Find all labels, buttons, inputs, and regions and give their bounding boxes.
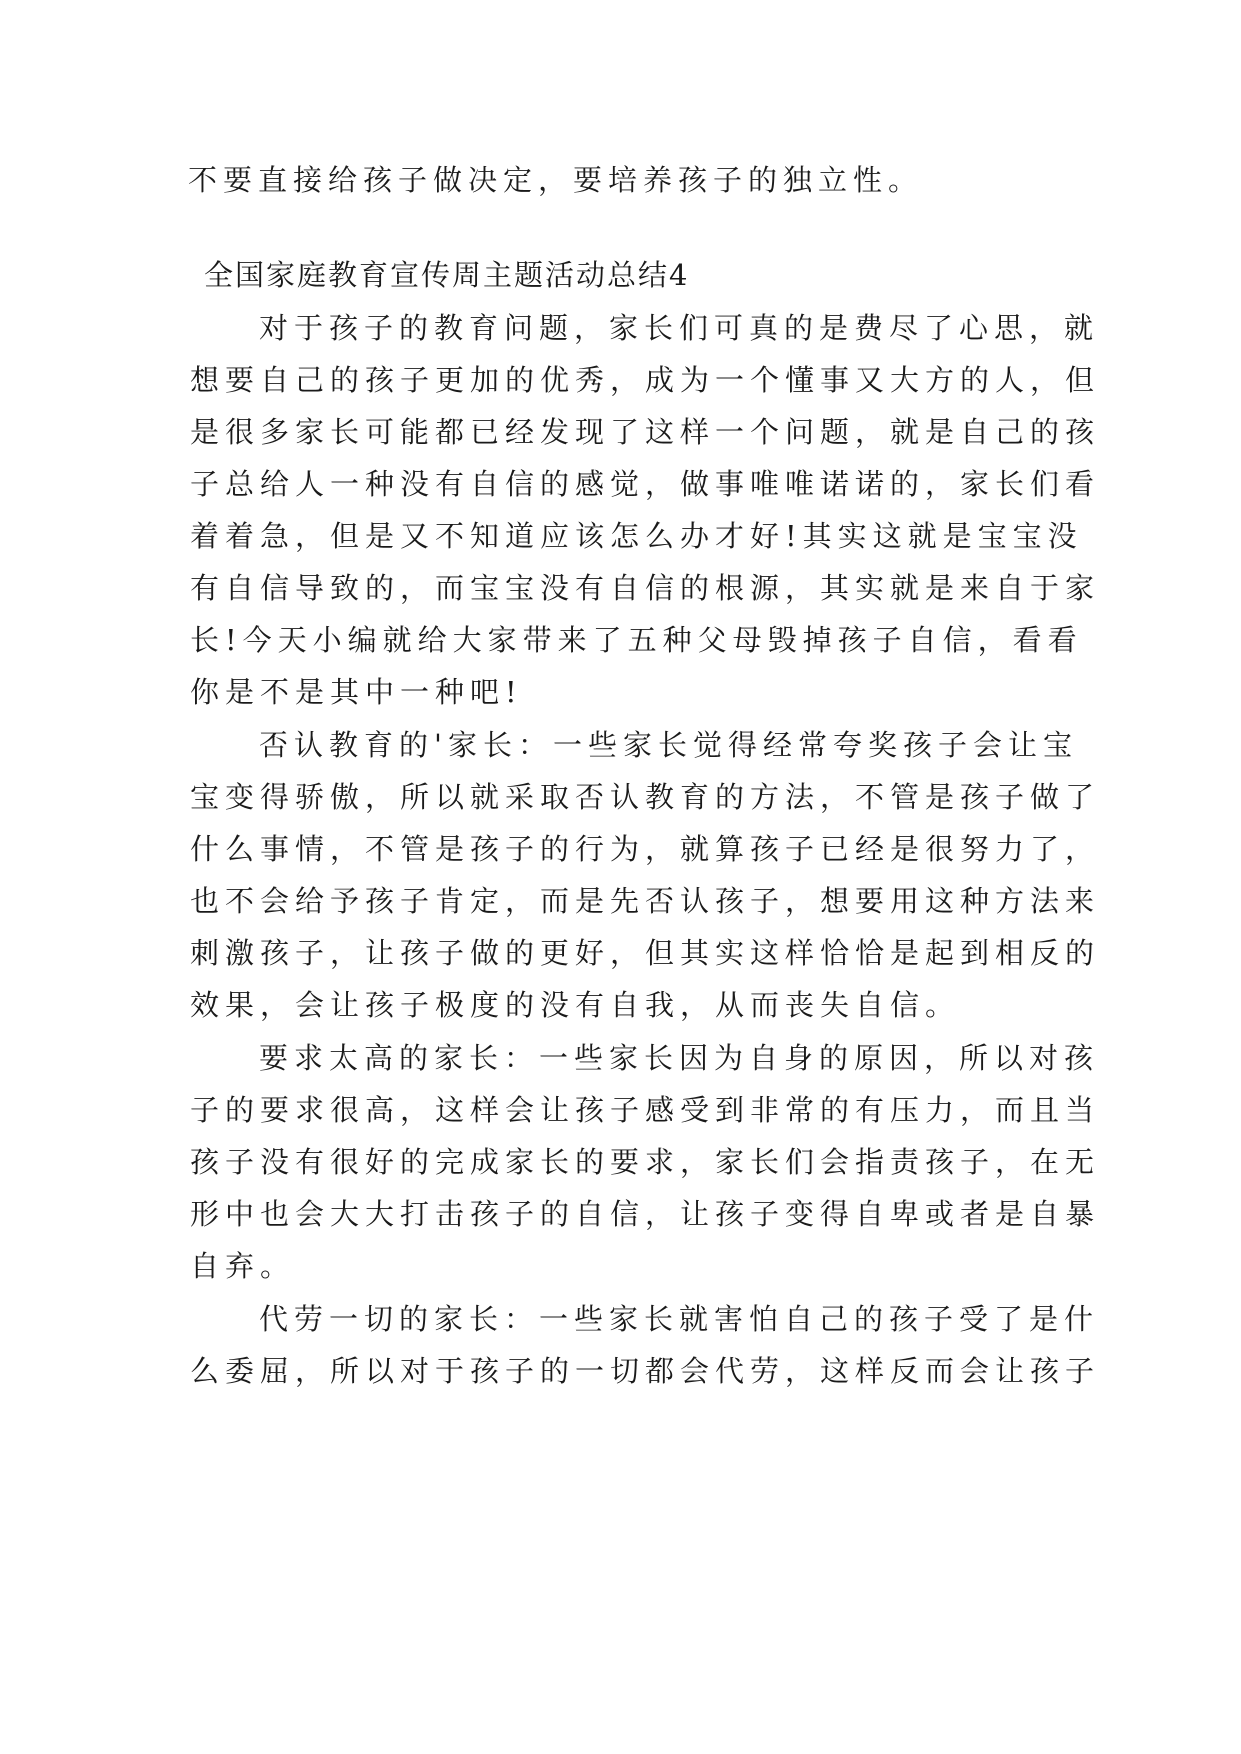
text-line: 子总给人一种没有自信的感觉，做事唯唯诺诺的，家长们看 xyxy=(190,467,1101,501)
paragraph-first-line: 代劳一切的家长：一些家长就害怕自己的孩子受了是什 xyxy=(259,1302,1100,1336)
text-line: 刺激孩子，让孩子做的更好，但其实这样恰恰是起到相反的 xyxy=(190,936,1101,970)
text-line: 形中也会大大打击孩子的自信，让孩子变得自卑或者是自暴 xyxy=(190,1197,1101,1231)
section-heading: 全国家庭教育宣传周主题活动总结4 xyxy=(204,258,690,292)
text-line: 不要直接给孩子做决定，要培养孩子的独立性。 xyxy=(188,163,924,197)
text-line: 自弃。 xyxy=(190,1249,296,1283)
paragraph-first-line: 否认教育的'家长：一些家长觉得经常夸奖孩子会让宝 xyxy=(259,728,1078,762)
text-line: 是很多家长可能都已经发现了这样一个问题，就是自己的孩 xyxy=(190,415,1101,449)
text-line: 有自信导致的，而宝宝没有自信的根源，其实就是来自于家 xyxy=(190,571,1101,605)
text-line: 也不会给予孩子肯定，而是先否认孩子，想要用这种方法来 xyxy=(190,884,1101,918)
text-line: 着着急，但是又不知道应该怎么办才好!其实这就是宝宝没 xyxy=(190,519,1083,553)
text-line: 什么事情，不管是孩子的行为，就算孩子已经是很努力了， xyxy=(190,832,1101,866)
text-line: 宝变得骄傲，所以就采取否认教育的方法，不管是孩子做了 xyxy=(190,780,1101,814)
text-line: 长!今天小编就给大家带来了五种父母毁掉孩子自信，看看 xyxy=(190,623,1083,657)
text-line: 么委屈，所以对于孩子的一切都会代劳，这样反而会让孩子 xyxy=(190,1354,1101,1388)
paragraph-first-line: 对于孩子的教育问题，家长们可真的是费尽了心思，就 xyxy=(259,311,1100,345)
text-line: 孩子没有很好的完成家长的要求，家长们会指责孩子，在无 xyxy=(190,1145,1101,1179)
text-line: 想要自己的孩子更加的优秀，成为一个懂事又大方的人，但 xyxy=(190,363,1101,397)
paragraph-first-line: 要求太高的家长：一些家长因为自身的原因，所以对孩 xyxy=(259,1041,1100,1075)
text-line: 效果，会让孩子极度的没有自我，从而丧失自信。 xyxy=(190,988,961,1022)
text-line: 你是不是其中一种吧! xyxy=(190,675,523,709)
text-line: 子的要求很高，这样会让孩子感受到非常的有压力，而且当 xyxy=(190,1093,1101,1127)
